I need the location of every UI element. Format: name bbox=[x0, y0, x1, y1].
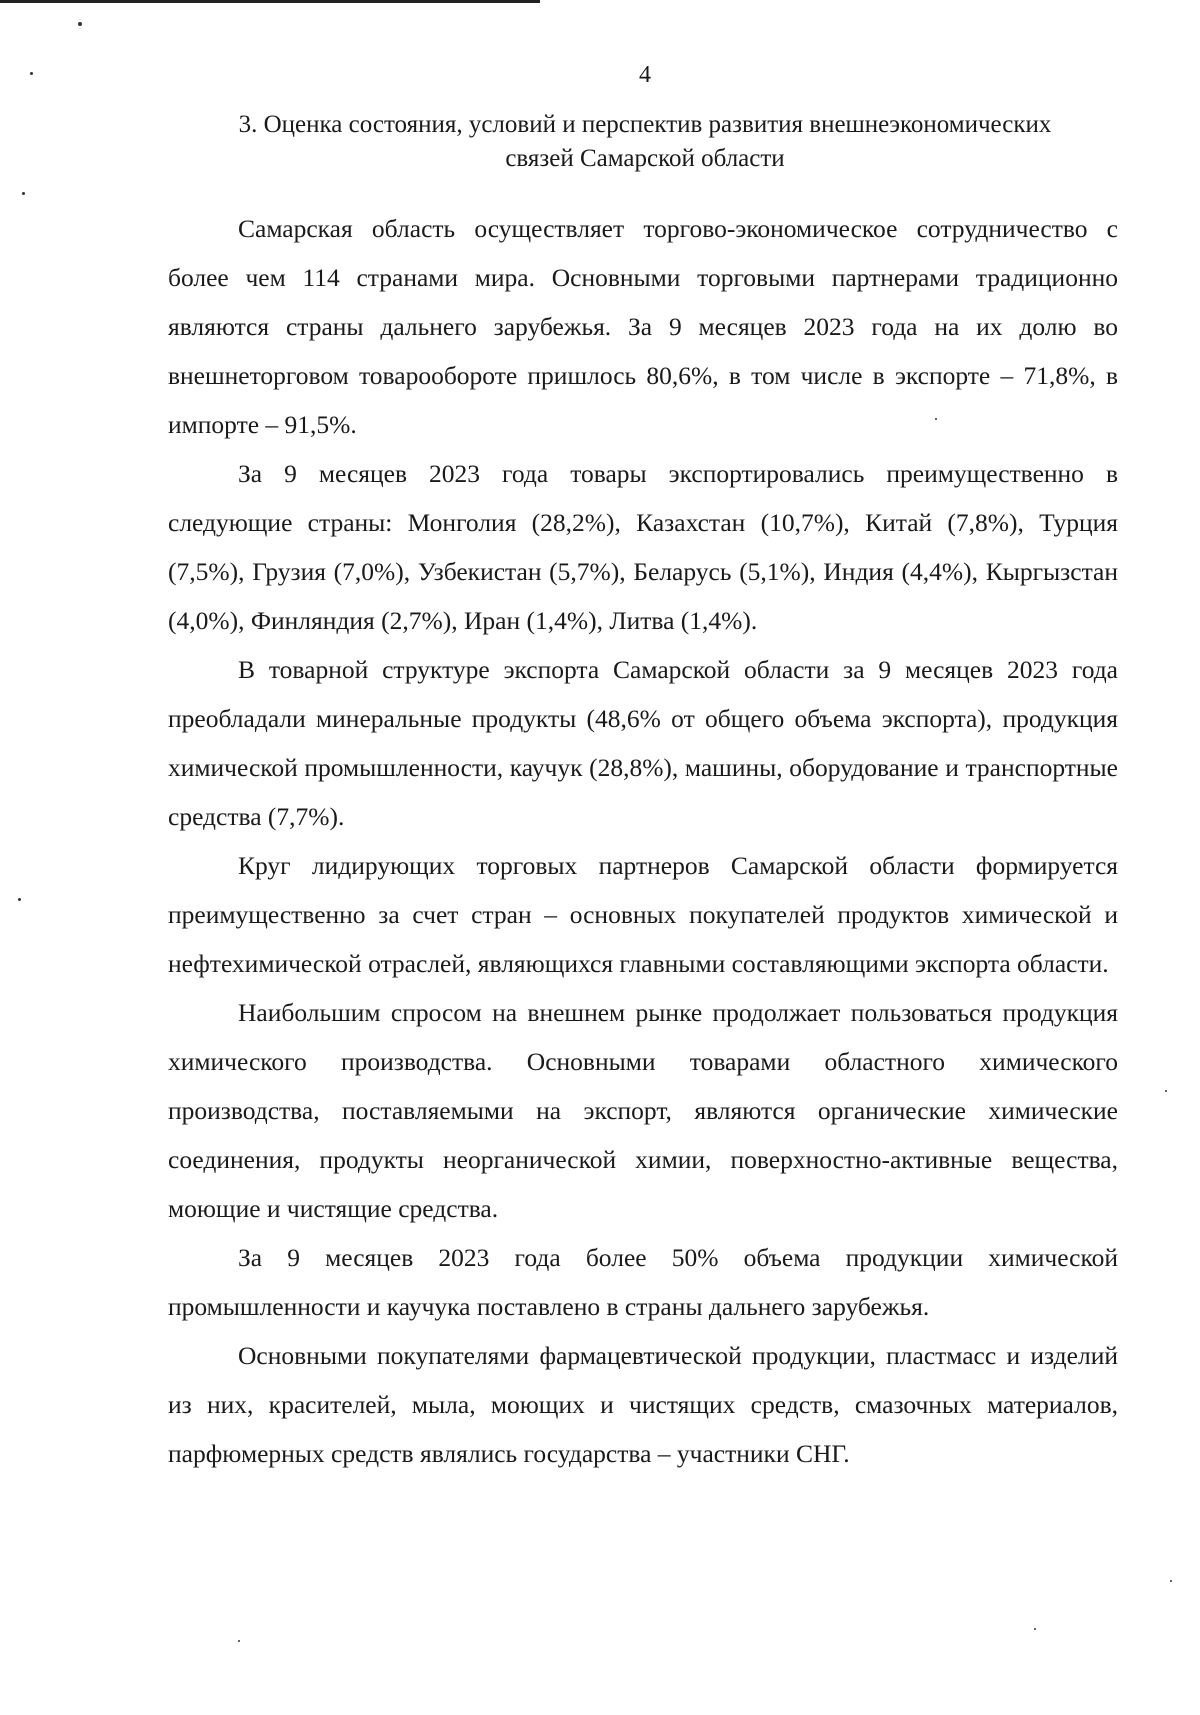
scan-speck bbox=[935, 418, 937, 420]
page-number: 4 bbox=[639, 62, 651, 88]
body-text bbox=[168, 204, 1118, 1478]
scan-speck bbox=[78, 22, 82, 26]
section-heading-line-2: связей Самарской области bbox=[505, 145, 785, 172]
section-heading bbox=[150, 108, 1140, 176]
section-heading-line-1: 3. Оценка состояния, условий и перспектив развития внешнеэкономических bbox=[238, 111, 1052, 138]
scan-speck bbox=[238, 1640, 240, 1642]
paragraph-cis-buyers: Основными покупателями фармацевтической продукции, пластмасс и изделий из них, красителей, мыла, моющих и чистящих средств, смазочных материалов, парфюмерных средств являлись государства – участники СНГ. bbox=[168, 1341, 1118, 1468]
paragraph-export-structure: В товарной структуре экспорта Самарской области за 9 месяцев 2023 года преобладали минеральные продукты (48,6% от общего объема экспорта), продукция химической промышленности, каучук (28,8%), машины, оборудование и транспортные средства (7,7%). bbox=[168, 655, 1118, 831]
paragraph-export-countries: За 9 месяцев 2023 года товары экспортировались преимущественно в следующие страны: Монголия (28,2%), Казахстан (10,7%), Китай (7,8%), Турция (7,5%), Грузия (7,0%), Узбекистан (5,7%), Беларусь (5,1%), Индия (4,4%), Кыргызстан (4,0%), Финляндия (2,7%), Иран (1,4%), Литва (1,4%). bbox=[168, 459, 1118, 635]
scan-speck bbox=[1034, 1628, 1036, 1630]
scan-speck bbox=[18, 898, 21, 901]
paragraph-chemical-demand: Наибольшим спросом на внешнем рынке продолжает пользоваться продукция химического производства. Основными товарами областного химического производства, поставляемыми на экспорт, являются органические химические соединения, продукты неорганической химии, поверхностно-активные вещества, моющие и чистящие средства. bbox=[168, 998, 1118, 1223]
scan-speck bbox=[22, 192, 25, 195]
scan-speck bbox=[30, 72, 33, 75]
scan-speck bbox=[1170, 1580, 1172, 1582]
paragraph-trade-partners: Самарская область осуществляет торгово-экономическое сотрудничество с более чем 114 странами мира. Основными торговыми партнерами традиционно являются страны дальнего зарубежья. За 9 месяцев 2023 года на их долю во внешнеторговом товарообороте пришлось 80,6%, в том числе в экспорте – 71,8%, в импорте – 91,5%. bbox=[168, 214, 1118, 439]
paragraph-chemical-share: За 9 месяцев 2023 года более 50% объема продукции химической промышленности и каучука поставлено в страны дальнего зарубежья. bbox=[168, 1243, 1118, 1321]
scan-speck bbox=[1165, 1090, 1167, 1092]
paragraph-leading-partners: Круг лидирующих торговых партнеров Самарской области формируется преимущественно за счет стран – основных покупателей продуктов химической и нефтехимической отраслей, являющихся главными составляющими экспорта области. bbox=[168, 851, 1118, 978]
scan-edge-line bbox=[0, 0, 540, 3]
